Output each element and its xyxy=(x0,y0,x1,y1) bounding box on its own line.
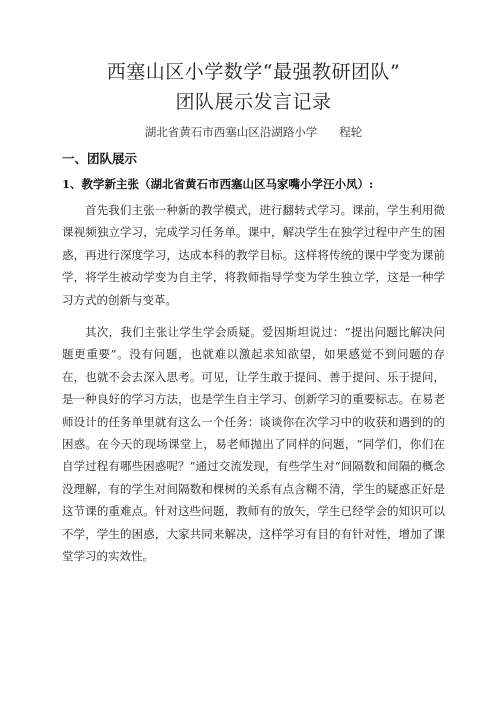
author-name: 程轮 xyxy=(339,125,363,139)
subsection-heading: 1、教学新主张（湖北省黄石市西塞山区马家嘴小学汪小凤）: xyxy=(62,177,374,191)
author-line xyxy=(62,124,445,140)
document-title-line2: 团队展示发言记录 xyxy=(175,91,332,113)
body-paragraph-2: 其次，我们主张让学生学会质疑。爱因斯坦说过：“提出问题比解决问题更重要”。没有问题，也就难以激起求知欲望，如果感觉不到问题的存在，也就不会去深入思考。可见，让学生敢于提问、善于提问、乐于提问，是一种良好的学习方法，也是学生自主学习、创新学习的重要标志。在易老师设计的任务单里就有这么一个任务：谈谈你在次学习中的收获和遇到的的困惑。在今天的现场课堂上，易老师抛出了同样的问题，“同学们，你们在自学过程有哪些困惑呢？”通过交流发现，有些学生对“间隔数和间隔的概念没理解，有的学生对间隔数和棵树的关系有点含糊不清，学生的疑惑正好是这节课的重难点。针对这些问题，教师有的放矢，学生已经学会的知识可以不学，学生的困惑，大家共同来解决，这样学习有目的有针对性，增加了课堂学习的实效性。 xyxy=(62,325,445,564)
section-heading: 一、团队展示 xyxy=(62,151,138,166)
body-paragraph-1: 首先我们主张一种新的教学模式，进行翻转式学习。课前，学生利用微课视频独立学习，完成学习任务单。课中，解决学生在独学过程中产生的困惑，再进行深度学习，达成本科的教学目标。这样将传统的课中学变为课前学，将学生被动学变为自主学，将教师指导学变为学生独立学，这是一种学习方式的创新与变革。 xyxy=(62,203,445,307)
author-school: 湖北省黄石市西塞山区沿湖路小学 xyxy=(144,125,318,139)
document-title-line1: 西塞山区小学数学“最强教研团队” xyxy=(106,61,401,83)
